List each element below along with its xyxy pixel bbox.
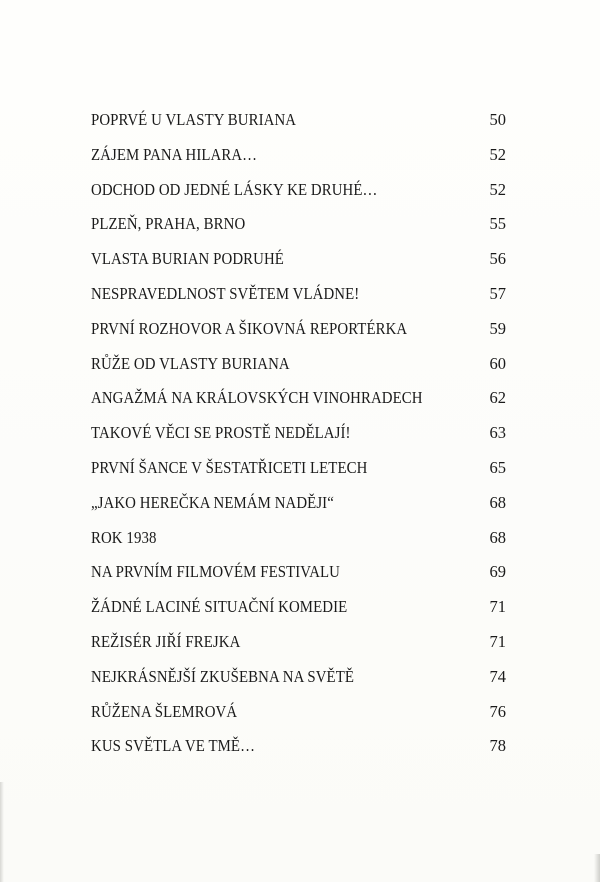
toc-entry-page: 60 bbox=[489, 353, 506, 373]
toc-entry bbox=[0, 104, 600, 139]
page-edge-shadow-right bbox=[594, 854, 600, 882]
table-of-contents bbox=[0, 104, 600, 765]
toc-entry bbox=[0, 417, 600, 452]
toc-entry-title: ROK 1938 bbox=[91, 527, 157, 547]
toc-entry bbox=[0, 313, 600, 348]
toc-entry-page: 71 bbox=[489, 631, 506, 651]
toc-entry bbox=[0, 522, 600, 557]
toc-entry-page: 52 bbox=[489, 144, 506, 164]
toc-entry-page: 63 bbox=[489, 423, 506, 443]
toc-entry-page: 68 bbox=[489, 492, 506, 512]
toc-entry-page: 76 bbox=[489, 701, 506, 721]
toc-entry bbox=[0, 626, 600, 661]
toc-entry-title: VLASTA BURIAN PODRUHÉ bbox=[91, 249, 284, 269]
toc-entry-title: NA PRVNÍM FILMOVÉM FESTIVALU bbox=[91, 562, 341, 582]
toc-entry-title: ANGAŽMÁ NA KRÁLOVSKÝCH VINOHRADECH bbox=[91, 388, 423, 408]
toc-entry bbox=[0, 174, 600, 209]
toc-entry-page: 56 bbox=[489, 249, 506, 269]
toc-entry bbox=[0, 278, 600, 313]
toc-entry-page: 65 bbox=[489, 457, 506, 477]
toc-entry-title: PLZEŇ, PRAHA, BRNO bbox=[91, 214, 246, 234]
toc-entry bbox=[0, 591, 600, 626]
toc-entry-title: NESPRAVEDLNOST SVĚTEM VLÁDNE! bbox=[91, 283, 360, 303]
toc-entry-title: RŮŽE OD VLASTY BURIANA bbox=[91, 353, 290, 373]
toc-entry-page: 57 bbox=[489, 283, 506, 303]
toc-entry bbox=[0, 348, 600, 383]
toc-entry-page: 74 bbox=[489, 666, 506, 686]
toc-entry-page: 68 bbox=[489, 527, 506, 547]
toc-entry-title: PRVNÍ ROZHOVOR A ŠIKOVNÁ REPORTÉRKA bbox=[91, 318, 408, 338]
toc-entry bbox=[0, 452, 600, 487]
toc-entry-title: TAKOVÉ VĚCI SE PROSTĚ NEDĚLAJÍ! bbox=[91, 423, 351, 443]
toc-entry-title: „JAKO HEREČKA NEMÁM NADĚJI“ bbox=[91, 492, 334, 512]
toc-entry-title: ZÁJEM PANA HILARA… bbox=[91, 144, 258, 164]
toc-entry-page: 55 bbox=[489, 214, 506, 234]
toc-entry-title: KUS SVĚTLA VE TMĚ… bbox=[91, 736, 256, 756]
toc-entry-page: 69 bbox=[489, 562, 506, 582]
toc-entry-page: 59 bbox=[489, 318, 506, 338]
toc-entry-title: RŮŽENA ŠLEMROVÁ bbox=[91, 701, 238, 721]
toc-entry-title: NEJKRÁSNĚJŠÍ ZKUŠEBNA NA SVĚTĚ bbox=[91, 666, 355, 686]
toc-entry bbox=[0, 556, 600, 591]
toc-entry bbox=[0, 139, 600, 174]
toc-entry bbox=[0, 661, 600, 696]
toc-entry-page: 78 bbox=[489, 736, 506, 756]
toc-entry bbox=[0, 382, 600, 417]
toc-entry bbox=[0, 696, 600, 731]
toc-entry-page: 52 bbox=[489, 179, 506, 199]
page-edge-shadow-left bbox=[0, 782, 4, 882]
toc-entry bbox=[0, 243, 600, 278]
toc-entry-title: POPRVÉ U VLASTY BURIANA bbox=[91, 110, 297, 129]
toc-entry-title: ŽÁDNÉ LACINÉ SITUAČNÍ KOMEDIE bbox=[91, 597, 348, 617]
toc-entry-page: 50 bbox=[489, 110, 506, 129]
toc-entry bbox=[0, 730, 600, 765]
toc-entry-page: 71 bbox=[489, 597, 506, 617]
toc-entry-title: REŽISÉR JIŘÍ FREJKA bbox=[91, 631, 241, 651]
toc-entry bbox=[0, 487, 600, 522]
toc-entry-title: ODCHOD OD JEDNÉ LÁSKY KE DRUHÉ… bbox=[91, 179, 378, 199]
toc-entry-title: PRVNÍ ŠANCE V ŠESTATŘICETI LETECH bbox=[91, 457, 368, 477]
toc-entry bbox=[0, 208, 600, 243]
toc-entry-page: 62 bbox=[489, 388, 506, 408]
